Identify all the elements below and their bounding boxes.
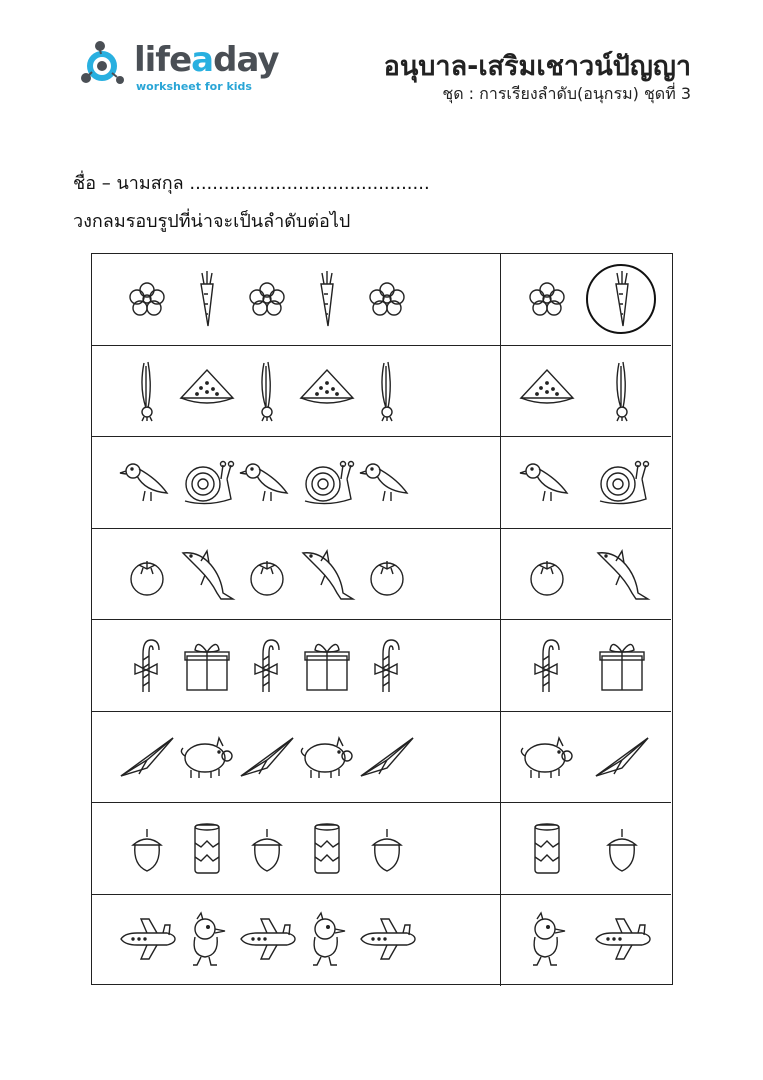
chick-icon <box>177 907 237 973</box>
acorn-icon <box>357 815 417 881</box>
instruction-text: วงกลมรอบรูปที่น่าจะเป็นลำดับต่อไป <box>73 211 351 232</box>
flower-icon <box>117 266 177 332</box>
onion-icon <box>237 358 297 424</box>
snail-icon[interactable] <box>592 449 652 515</box>
soda-can-icon <box>297 815 357 881</box>
chick-icon <box>297 907 357 973</box>
bird-icon <box>357 449 417 515</box>
onion-icon <box>357 358 417 424</box>
airplane-icon <box>237 907 297 973</box>
candy-cane-icon[interactable] <box>517 632 577 698</box>
tomato-icon <box>117 541 177 607</box>
candy-cane-icon <box>237 632 297 698</box>
dolphin-icon[interactable] <box>592 541 652 607</box>
onion-icon <box>117 358 177 424</box>
row-divider <box>500 712 501 803</box>
tomato-icon <box>237 541 297 607</box>
bird-icon <box>237 449 297 515</box>
page-subtitle: ชุด : การเรียงลำดับ(อนุกรม) ชุดที่ 3 <box>442 84 691 103</box>
paper-plane-icon <box>357 724 417 790</box>
airplane-icon <box>357 907 417 973</box>
logo-tagline: worksheet for kids <box>136 80 252 93</box>
carrot-icon <box>177 266 237 332</box>
snail-icon <box>177 449 237 515</box>
row-divider <box>500 529 501 620</box>
pattern-row <box>92 437 671 529</box>
dolphin-icon <box>297 541 357 607</box>
pattern-row <box>92 895 671 987</box>
flower-icon <box>357 266 417 332</box>
row-divider <box>500 346 501 437</box>
paper-plane-icon <box>237 724 297 790</box>
airplane-icon <box>117 907 177 973</box>
pattern-row <box>92 620 671 712</box>
candy-cane-icon <box>357 632 417 698</box>
pig-icon <box>297 724 357 790</box>
answer-circle <box>586 264 656 334</box>
gift-box-icon <box>297 632 357 698</box>
row-divider <box>500 254 501 345</box>
carrot-icon <box>297 266 357 332</box>
pattern-worksheet-grid <box>91 253 673 985</box>
name-field-line[interactable]: ชื่อ – นามสกุล .......................................... <box>73 173 430 194</box>
page-title: อนุบาล-เสริมเชาวน์ปัญญา <box>383 51 691 82</box>
onion-icon[interactable] <box>592 358 652 424</box>
candy-cane-icon <box>117 632 177 698</box>
chick-icon[interactable] <box>517 907 577 973</box>
watermelon-icon[interactable] <box>517 358 577 424</box>
row-divider <box>500 803 501 894</box>
pattern-row <box>92 529 671 621</box>
airplane-icon[interactable] <box>592 907 652 973</box>
pattern-row <box>92 346 671 438</box>
lifeaday-logo <box>80 38 280 98</box>
pattern-row <box>92 803 671 895</box>
snail-icon <box>297 449 357 515</box>
flower-icon[interactable] <box>517 266 577 332</box>
molecule-logo-icon <box>80 40 132 92</box>
gift-box-icon <box>177 632 237 698</box>
gift-box-icon[interactable] <box>592 632 652 698</box>
tomato-icon <box>357 541 417 607</box>
paper-plane-icon[interactable] <box>592 724 652 790</box>
acorn-icon <box>117 815 177 881</box>
soda-can-icon <box>177 815 237 881</box>
pattern-row <box>92 712 671 804</box>
soda-can-icon[interactable] <box>517 815 577 881</box>
row-divider <box>500 620 501 711</box>
paper-plane-icon <box>117 724 177 790</box>
pig-icon[interactable] <box>517 724 577 790</box>
row-divider <box>500 437 501 528</box>
acorn-icon <box>237 815 297 881</box>
bird-icon[interactable] <box>517 449 577 515</box>
flower-icon <box>237 266 297 332</box>
acorn-icon[interactable] <box>592 815 652 881</box>
row-divider <box>500 895 501 987</box>
pig-icon <box>177 724 237 790</box>
watermelon-icon <box>177 358 237 424</box>
watermelon-icon <box>297 358 357 424</box>
tomato-icon[interactable] <box>517 541 577 607</box>
dolphin-icon <box>177 541 237 607</box>
pattern-row <box>92 254 671 346</box>
logo-wordmark: lifeaday <box>134 40 279 80</box>
bird-icon <box>117 449 177 515</box>
